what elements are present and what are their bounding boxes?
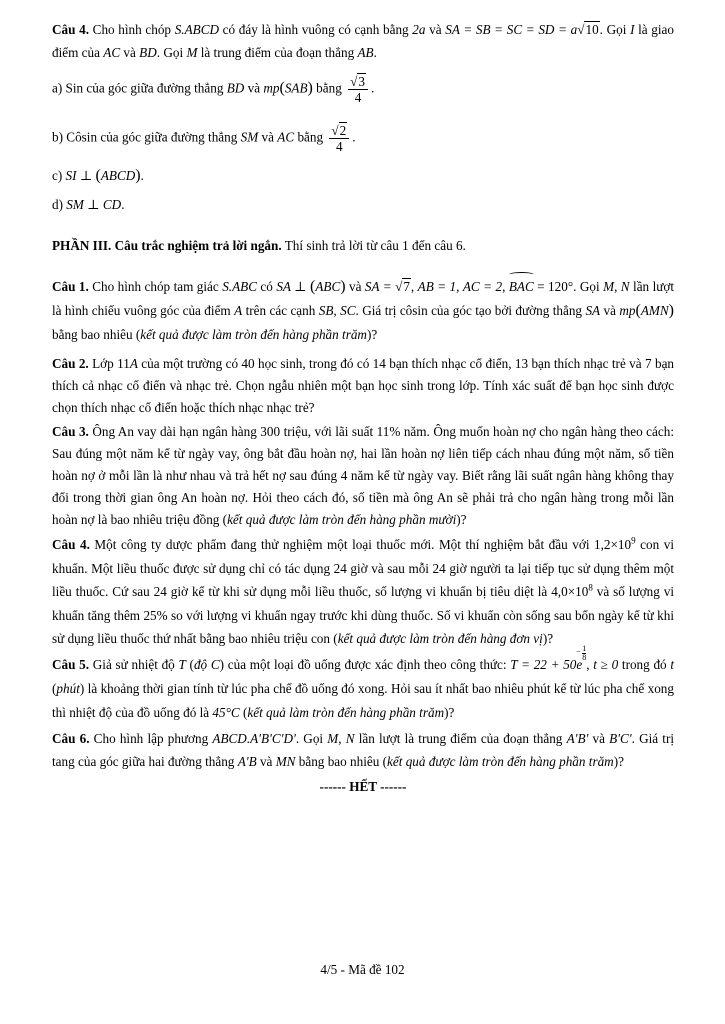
question-2: Câu 2. Lớp 11A của một trường có 40 học sinh, trong đó có 14 bạn thích nhạc cổ điển, 13 bạn thích nhạc trẻ và 7 bạn thích cả nhạc cổ điển và nhạc trẻ. Chọn ngẫu nhiên một bạn học sinh trong lớp. Tính xác suất để bạn học sinh được chọn thích nhạc cổ điển hoặc thích nhạc nhạc trẻ? bbox=[52, 356, 675, 415]
statement-b: b) Côsin của góc giữa đường thẳng SM và AC bằng $\frac{√2}{4}$ . bbox=[52, 123, 356, 154]
statement-a: a) Sin của góc giữa đường thẳng BD và mp(SAB) bằng $\frac{√3}{4}$ . bbox=[52, 74, 375, 105]
statement-c: c) SI ⊥ (ABCD). bbox=[52, 167, 144, 184]
exponent-fraction: − 1 8 bbox=[576, 643, 587, 662]
exam-page bbox=[52, 18, 674, 798]
question-1: Câu 1. Cho hình chóp tam giác S.ABC có SA ⊥ (ABC) và SA = √7, AB = 1, AC = 2, BAC = 120°. Gọi M, N lần lượt là hình chiếu vuông góc của điểm A trên các cạnh SB, SC. Giá trị côsin của góc tạo bởi đường thẳng SA và mp(AMN) bằng bao nhiêu (kết quả được làm tròn đến hàng phần trăm)? bbox=[52, 275, 674, 347]
fraction-sqrt2-over-4: $\frac{√2}{4}$ bbox=[329, 123, 349, 154]
part3-heading: PHẦN III. Câu trắc nghiệm trả lời ngắn. Thí sinh trả lời từ câu 1 đến câu 6. bbox=[52, 238, 466, 253]
question-5: Câu 5. Giả sử nhiệt độ T (độ C) của một loại đồ uống được xác định theo công thức: T = 22 + 50e − 1 8 , t ≥ 0 trong đó t (phút) là khoảng thời gian tính từ lúc pha chế đồ uống đó xong. Hỏi sau ít nhất bao nhiêu phút kể từ lúc pha chế xong thì nhiệt độ của đồ uống đó là 45°C (kết quả làm tròn đến hàng phần trăm)? bbox=[52, 643, 675, 720]
angle-BAC: BAC bbox=[509, 275, 534, 299]
question-4: Câu 4. Một công ty dược phẩm đang thử nghiệm một loại thuốc mới. Một thí nghiệm bắt đầu với $1,2\times 10^9$ con vi khuẩn. Một liều thuốc được sử dụng chỉ có tác dụng 24 giờ và sau mỗi 24 giờ người ta lại tiếp tục sử dụng thêm một liều thuốc. Cứ sau 24 giờ kể từ khi sử dụng mỗi liều thuốc, số lượng vi khuẩn bị tiêu diệt là $4,0\times 10^8$ và số lượng vi khuẩn tăng thêm 25% so với lượng vi khuẩn ngay trước khi dùng thuốc. Số vi khuẩn còn sống sau bốn ngày kể từ khi sử dụng liều thuốc thứ nhất bằng bao nhiêu triệu con (kết quả được làm tròn đến hàng đơn vị)? bbox=[52, 535, 674, 646]
statement-d: d) SM ⊥ CD. bbox=[52, 197, 125, 212]
question-3: Câu 3. Ông An vay dài hạn ngân hàng 300 triệu, với lãi suất 11% năm. Ông muốn hoàn nợ cho ngân hàng theo cách: Sau đúng một năm kể từ ngày vay, ông bắt đầu hoàn nợ, hai lần hoàn nợ liên tiếp cách nhau đúng một năm, số tiền hoàn nợ ở mỗi lần là như nhau và trả hết nợ sau đúng 4 năm kể từ ngày vay. Biết rằng lãi suất ngân hàng không thay đổi trong thời gian ông An hoàn nợ. Hỏi theo cách đó, số tiền mà ông An sẽ phải trả cho ngân hàng trong mỗi lần hoàn nợ là bao nhiêu triệu đồng (kết quả được làm tròn đến hàng phần mười)? bbox=[52, 424, 675, 527]
end-marker: ------ HẾT ------ bbox=[319, 778, 407, 794]
page-footer: 4/5 - Mã đề 102 bbox=[320, 962, 405, 977]
question-4-part2: Câu 4. Cho hình chóp S.ABCD có đáy là hình vuông có cạnh bằng 2a và SA = SB = SC = SD = a√10. Gọi I là giao điểm của AC và BD. Gọi M là trung điểm của đoạn thẳng AB. bbox=[52, 22, 674, 60]
sqrt-10: √10 bbox=[577, 22, 599, 37]
question-label: Câu 4. bbox=[52, 22, 89, 37]
fraction-sqrt3-over-4: $\frac{√3}{4}$ bbox=[348, 74, 368, 105]
question-6: Câu 6. Cho hình lập phương ABCD.A'B'C'D'. Gọi M, N lần lượt là trung điểm của đoạn thẳng A'B' và B'C'. Giá trị tang của góc giữa hai đường thẳng A'B và MN bằng bao nhiêu (kết quả được làm tròn đến hàng phần trăm)? bbox=[52, 730, 675, 769]
